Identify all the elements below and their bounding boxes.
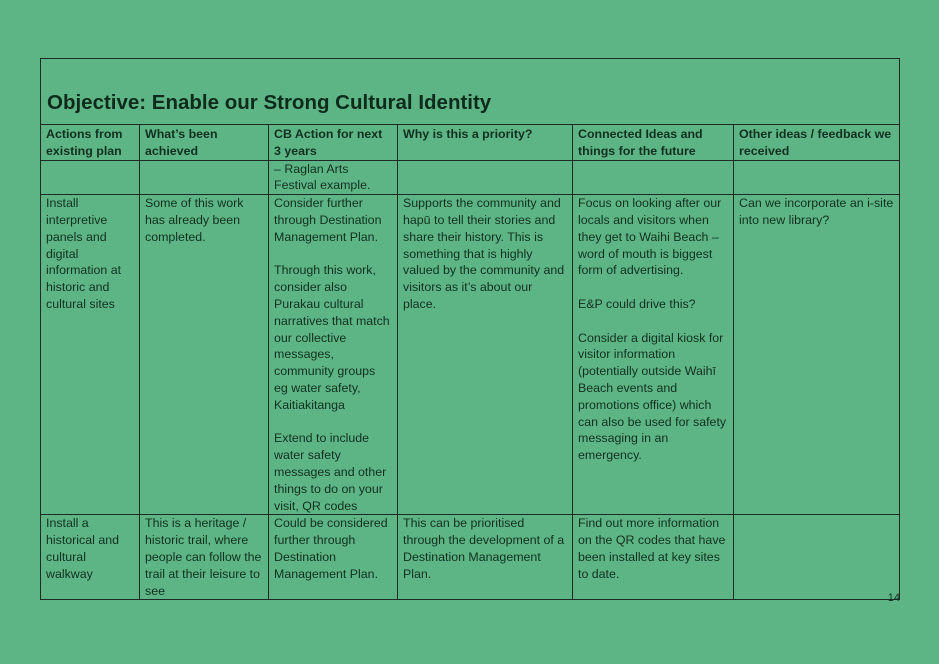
objective-table [40, 58, 900, 600]
table-cell: Can we incorporate an i-site into new library? [734, 195, 900, 515]
table-cell [140, 160, 269, 195]
table-cell [269, 195, 398, 515]
table-cell [398, 160, 573, 195]
table-cell: Install a historical and cultural walkway [41, 515, 140, 600]
table-cell: Could be considered further through Destination Management Plan. [269, 515, 398, 600]
table-cell [734, 515, 900, 600]
header-actions: Actions from existing plan [41, 125, 140, 161]
cell-paragraph: E&P could drive this? [578, 296, 696, 311]
table-cell: Supports the community and hapū to tell their stories and share their history. This is something that is highly valued by the community and visitors as it’s about our place. [398, 195, 573, 515]
page-number: 14 [887, 592, 900, 604]
cell-paragraph: Focus on looking after our locals and visitors when they get to Waihi Beach – word of mouth is biggest form of advertising. [578, 196, 722, 278]
table-cell: Find out more information on the QR codes that have been installed at key sites to date. [573, 515, 734, 600]
header-cb-action: CB Action for next 3 years [269, 125, 398, 161]
header-other: Other ideas / feedback we received [734, 125, 900, 161]
header-row [41, 125, 900, 161]
table-cell: This can be prioritised through the development of a Destination Management Plan. [398, 515, 573, 600]
table-cell: Some of this work has already been completed. [140, 195, 269, 515]
table-cell [734, 160, 900, 195]
table-cell: This is a heritage / historic trail, where people can follow the trail at their leisure to see [140, 515, 269, 600]
title-row [41, 59, 900, 125]
cell-paragraph: Consider a digital kiosk for visitor information (potentially outside Waihī Beach events and promotions office) which can also be used for safety messaging in an emergency. [578, 330, 727, 463]
table-row [41, 195, 900, 515]
objective-title: Objective: Enable our Strong Cultural Identity [41, 59, 900, 125]
cell-paragraph: Through this work, consider also Purakau cultural narratives that match our collective messages, community groups eg water safety, Kaitiakitanga [274, 263, 390, 412]
table-row [41, 160, 900, 195]
table-row [41, 515, 900, 600]
cell-paragraph: Extend to include water safety messages and other things to do on your visit, QR codes [274, 431, 387, 513]
table-cell [41, 160, 140, 195]
table-cell: Install interpretive panels and digital information at historic and cultural sites [41, 195, 140, 515]
objective-table-wrapper [40, 58, 899, 600]
table-cell [573, 195, 734, 515]
table-cell [573, 160, 734, 195]
header-connected: Connected Ideas and things for the future [573, 125, 734, 161]
cell-paragraph: Consider further through Destination Management Plan. [274, 196, 382, 244]
header-priority: Why is this a priority? [398, 125, 573, 161]
header-achieved: What’s been achieved [140, 125, 269, 161]
table-cell: – Raglan Arts Festival example. [269, 160, 398, 195]
